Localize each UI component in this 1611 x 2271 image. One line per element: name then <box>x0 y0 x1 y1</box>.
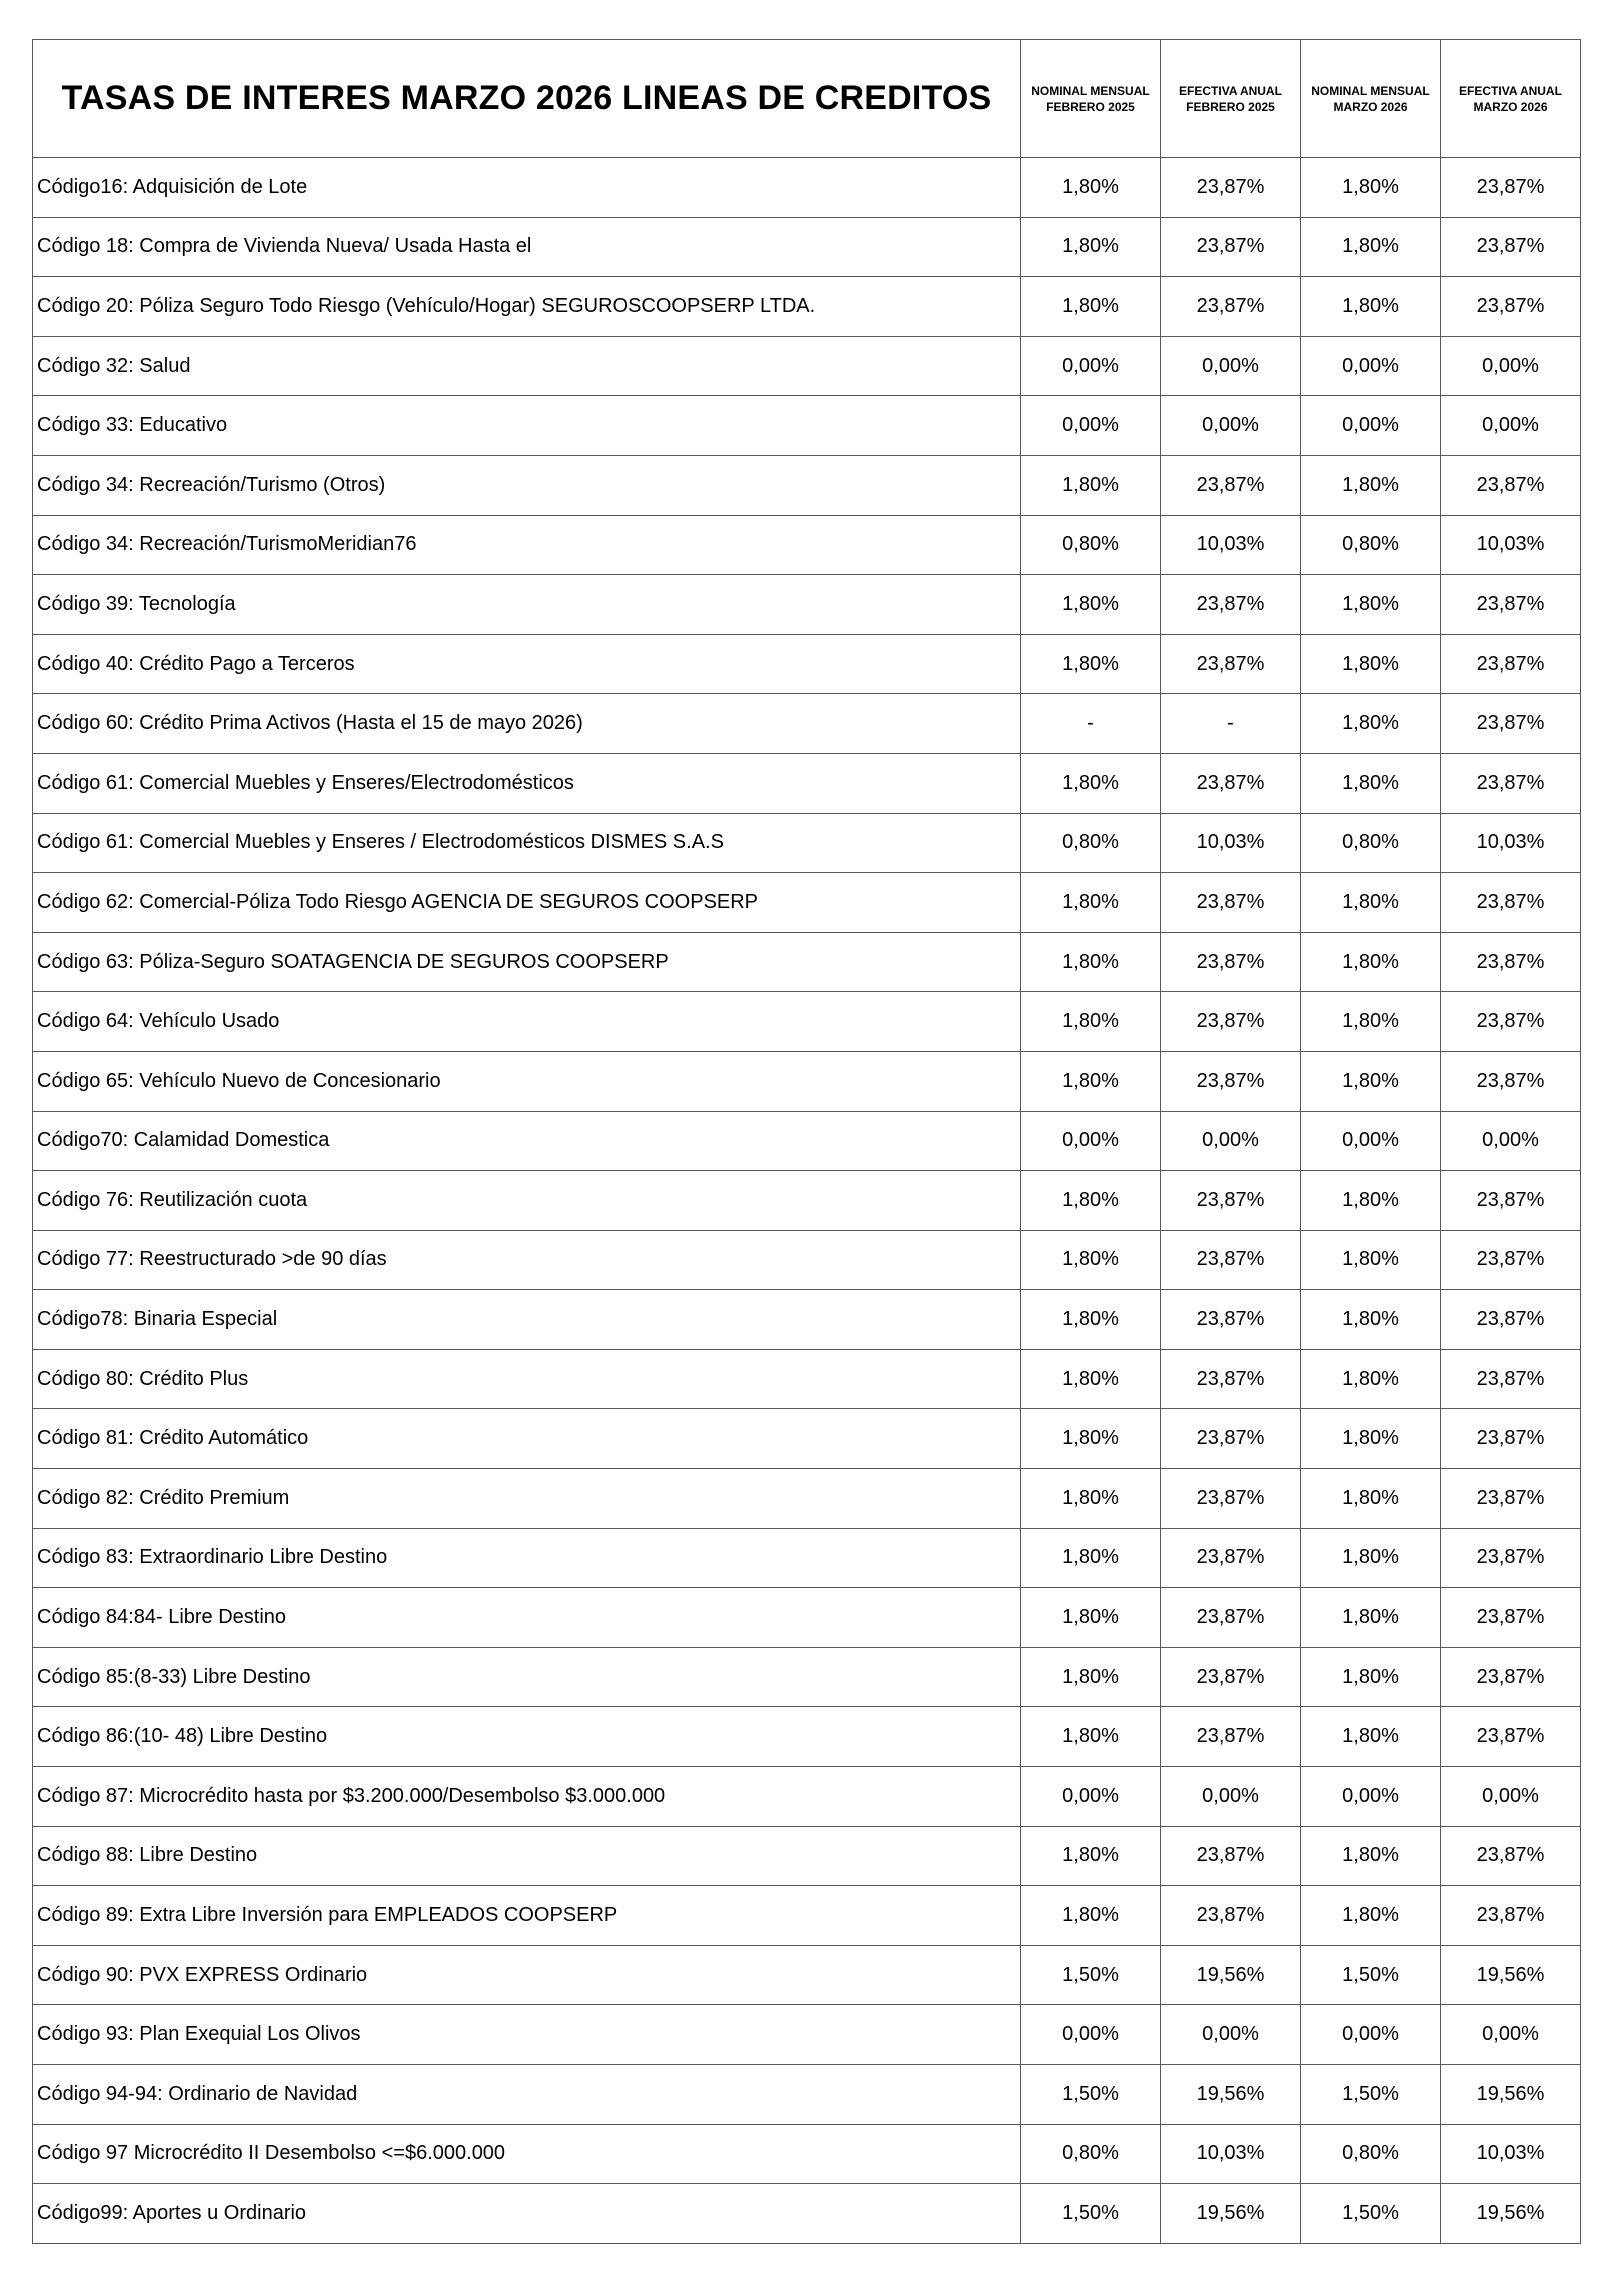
effective-feb-cell: 23,87% <box>1161 1647 1301 1707</box>
effective-mar-cell: 23,87% <box>1441 753 1581 813</box>
effective-mar-cell: 23,87% <box>1441 1230 1581 1290</box>
nominal-feb-cell: 0,80% <box>1021 2124 1161 2184</box>
column-header-line: NOMINAL MENSUAL <box>1311 83 1430 98</box>
credit-line-label: Código99: Aportes u Ordinario <box>33 2184 1021 2244</box>
nominal-feb-cell: 1,80% <box>1021 1290 1161 1350</box>
effective-mar-cell: 10,03% <box>1441 813 1581 873</box>
effective-mar-cell: 23,87% <box>1441 992 1581 1052</box>
nominal-feb-cell: 1,80% <box>1021 158 1161 218</box>
table-row <box>33 575 1581 635</box>
nominal-feb-cell: 1,50% <box>1021 2184 1161 2244</box>
nominal-feb-cell: 1,80% <box>1021 575 1161 635</box>
nominal-mar-cell: 1,80% <box>1301 1469 1441 1529</box>
credit-line-label: Código16: Adquisición de Lote <box>33 158 1021 218</box>
table-row <box>33 1171 1581 1231</box>
effective-mar-cell: 10,03% <box>1441 515 1581 575</box>
nominal-mar-cell: 1,80% <box>1301 1171 1441 1231</box>
effective-feb-cell: 23,87% <box>1161 1707 1301 1767</box>
table-row <box>33 1409 1581 1469</box>
table-row <box>33 277 1581 337</box>
credit-line-label: Código 97 Microcrédito II Desembolso <=$6.000.000 <box>33 2124 1021 2184</box>
table-row <box>33 2184 1581 2244</box>
effective-mar-cell: 23,87% <box>1441 1051 1581 1111</box>
nominal-feb-cell: 1,80% <box>1021 1707 1161 1767</box>
effective-mar-cell: 23,87% <box>1441 1409 1581 1469</box>
nominal-mar-cell: 1,80% <box>1301 932 1441 992</box>
column-header-effective-mar <box>1441 40 1581 158</box>
effective-mar-cell: 19,56% <box>1441 1945 1581 2005</box>
effective-feb-cell: 19,56% <box>1161 2184 1301 2244</box>
effective-mar-cell: 19,56% <box>1441 2065 1581 2125</box>
effective-feb-cell: 23,87% <box>1161 217 1301 277</box>
credit-line-label: Código 90: PVX EXPRESS Ordinario <box>33 1945 1021 2005</box>
effective-mar-cell: 23,87% <box>1441 1290 1581 1350</box>
effective-mar-cell: 23,87% <box>1441 932 1581 992</box>
effective-feb-cell: 19,56% <box>1161 1945 1301 2005</box>
credit-line-label: Código 88: Libre Destino <box>33 1826 1021 1886</box>
nominal-feb-cell: 0,00% <box>1021 1111 1161 1171</box>
effective-mar-cell: 0,00% <box>1441 336 1581 396</box>
effective-feb-cell: 23,87% <box>1161 1349 1301 1409</box>
table-row <box>33 992 1581 1052</box>
effective-feb-cell: 23,87% <box>1161 575 1301 635</box>
effective-mar-cell: 23,87% <box>1441 455 1581 515</box>
credit-line-label: Código 93: Plan Exequial Los Olivos <box>33 2005 1021 2065</box>
table-row <box>33 1111 1581 1171</box>
nominal-feb-cell: 0,00% <box>1021 1767 1161 1827</box>
column-header-nominal-mar <box>1301 40 1441 158</box>
nominal-feb-cell: 1,80% <box>1021 1588 1161 1648</box>
effective-mar-cell: 10,03% <box>1441 2124 1581 2184</box>
credit-line-label: Código 61: Comercial Muebles y Enseres / Electrodomésticos DISMES S.A.S <box>33 813 1021 873</box>
credit-line-label: Código 81: Crédito Automático <box>33 1409 1021 1469</box>
nominal-feb-cell: 1,80% <box>1021 1230 1161 1290</box>
table-row <box>33 1349 1581 1409</box>
effective-feb-cell: - <box>1161 694 1301 754</box>
table-row <box>33 1767 1581 1827</box>
nominal-mar-cell: 1,80% <box>1301 277 1441 337</box>
nominal-mar-cell: 1,50% <box>1301 2065 1441 2125</box>
effective-mar-cell: 23,87% <box>1441 575 1581 635</box>
nominal-mar-cell: 1,80% <box>1301 1588 1441 1648</box>
credit-line-label: Código 60: Crédito Prima Activos (Hasta el 15 de mayo 2026) <box>33 694 1021 754</box>
nominal-mar-cell: 1,80% <box>1301 455 1441 515</box>
column-header-line: EFECTIVA ANUAL <box>1459 83 1562 98</box>
table-row <box>33 1945 1581 2005</box>
effective-feb-cell: 0,00% <box>1161 336 1301 396</box>
credit-line-label: Código 82: Crédito Premium <box>33 1469 1021 1529</box>
effective-feb-cell: 23,87% <box>1161 1230 1301 1290</box>
nominal-mar-cell: 1,50% <box>1301 1945 1441 2005</box>
credit-line-label: Código78: Binaria Especial <box>33 1290 1021 1350</box>
effective-feb-cell: 0,00% <box>1161 1111 1301 1171</box>
nominal-feb-cell: 1,80% <box>1021 1886 1161 1946</box>
nominal-mar-cell: 1,80% <box>1301 1349 1441 1409</box>
nominal-mar-cell: 1,80% <box>1301 873 1441 933</box>
credit-line-label: Código 62: Comercial-Póliza Todo Riesgo AGENCIA DE SEGUROS COOPSERP <box>33 873 1021 933</box>
effective-feb-cell: 23,87% <box>1161 1409 1301 1469</box>
effective-feb-cell: 23,87% <box>1161 455 1301 515</box>
nominal-mar-cell: 1,80% <box>1301 1707 1441 1767</box>
nominal-mar-cell: 1,80% <box>1301 1528 1441 1588</box>
effective-feb-cell: 10,03% <box>1161 515 1301 575</box>
column-header-effective-feb <box>1161 40 1301 158</box>
table-row <box>33 1826 1581 1886</box>
nominal-feb-cell: 1,80% <box>1021 932 1161 992</box>
nominal-feb-cell: 1,80% <box>1021 753 1161 813</box>
nominal-mar-cell: 1,50% <box>1301 2184 1441 2244</box>
credit-line-label: Código 87: Microcrédito hasta por $3.200.000/Desembolso $3.000.000 <box>33 1767 1021 1827</box>
column-header-line: MARZO 2026 <box>1333 99 1408 114</box>
table-row <box>33 1528 1581 1588</box>
nominal-feb-cell: 0,80% <box>1021 813 1161 873</box>
credit-line-label: Código 76: Reutilización cuota <box>33 1171 1021 1231</box>
effective-feb-cell: 0,00% <box>1161 1767 1301 1827</box>
credit-line-label: Código 40: Crédito Pago a Terceros <box>33 634 1021 694</box>
effective-mar-cell: 0,00% <box>1441 1767 1581 1827</box>
effective-feb-cell: 19,56% <box>1161 2065 1301 2125</box>
credit-line-label: Código 65: Vehículo Nuevo de Concesionario <box>33 1051 1021 1111</box>
nominal-feb-cell: 1,80% <box>1021 1647 1161 1707</box>
credit-line-label: Código 80: Crédito Plus <box>33 1349 1021 1409</box>
credit-line-label: Código 34: Recreación/TurismoMeridian76 <box>33 515 1021 575</box>
effective-mar-cell: 23,87% <box>1441 277 1581 337</box>
nominal-mar-cell: 1,80% <box>1301 694 1441 754</box>
nominal-feb-cell: 1,80% <box>1021 1051 1161 1111</box>
effective-mar-cell: 19,56% <box>1441 2184 1581 2244</box>
table-row <box>33 1647 1581 1707</box>
effective-mar-cell: 23,87% <box>1441 1588 1581 1648</box>
effective-mar-cell: 23,87% <box>1441 634 1581 694</box>
nominal-feb-cell: 1,80% <box>1021 1171 1161 1231</box>
nominal-mar-cell: 0,00% <box>1301 1111 1441 1171</box>
nominal-mar-cell: 0,00% <box>1301 2005 1441 2065</box>
nominal-feb-cell: 1,80% <box>1021 1349 1161 1409</box>
table-row <box>33 2005 1581 2065</box>
column-header-line: MARZO 2026 <box>1473 99 1548 114</box>
nominal-mar-cell: 1,80% <box>1301 1826 1441 1886</box>
credit-line-label: Código 61: Comercial Muebles y Enseres/Electrodomésticos <box>33 753 1021 813</box>
effective-mar-cell: 23,87% <box>1441 1171 1581 1231</box>
effective-feb-cell: 23,87% <box>1161 873 1301 933</box>
credit-line-label: Código 34: Recreación/Turismo (Otros) <box>33 455 1021 515</box>
credit-line-label: Código 89: Extra Libre Inversión para EMPLEADOS COOPSERP <box>33 1886 1021 1946</box>
table-header-row <box>33 40 1581 158</box>
effective-feb-cell: 23,87% <box>1161 1290 1301 1350</box>
table-row <box>33 2065 1581 2125</box>
effective-feb-cell: 0,00% <box>1161 2005 1301 2065</box>
effective-feb-cell: 10,03% <box>1161 2124 1301 2184</box>
table-row <box>33 694 1581 754</box>
effective-mar-cell: 23,87% <box>1441 1826 1581 1886</box>
effective-feb-cell: 23,87% <box>1161 1051 1301 1111</box>
nominal-mar-cell: 1,80% <box>1301 1886 1441 1946</box>
nominal-mar-cell: 1,80% <box>1301 217 1441 277</box>
nominal-mar-cell: 1,80% <box>1301 753 1441 813</box>
nominal-mar-cell: 1,80% <box>1301 1409 1441 1469</box>
credit-line-label: Código 83: Extraordinario Libre Destino <box>33 1528 1021 1588</box>
nominal-mar-cell: 0,00% <box>1301 336 1441 396</box>
effective-mar-cell: 23,87% <box>1441 873 1581 933</box>
table-row <box>33 873 1581 933</box>
nominal-feb-cell: 0,00% <box>1021 2005 1161 2065</box>
table-row <box>33 1051 1581 1111</box>
effective-mar-cell: 0,00% <box>1441 1111 1581 1171</box>
nominal-mar-cell: 1,80% <box>1301 634 1441 694</box>
credit-line-label: Código 94-94: Ordinario de Navidad <box>33 2065 1021 2125</box>
nominal-mar-cell: 1,80% <box>1301 1290 1441 1350</box>
nominal-mar-cell: 1,80% <box>1301 1230 1441 1290</box>
nominal-feb-cell: 1,80% <box>1021 217 1161 277</box>
effective-mar-cell: 23,87% <box>1441 1647 1581 1707</box>
nominal-feb-cell: 1,80% <box>1021 634 1161 694</box>
table-row <box>33 158 1581 218</box>
nominal-feb-cell: 1,80% <box>1021 1409 1161 1469</box>
table-row <box>33 1886 1581 1946</box>
credit-line-label: Código 86:(10- 48) Libre Destino <box>33 1707 1021 1767</box>
nominal-feb-cell: 1,80% <box>1021 992 1161 1052</box>
column-header-nominal-feb <box>1021 40 1161 158</box>
table-row <box>33 1588 1581 1648</box>
table-row <box>33 634 1581 694</box>
column-header-line: FEBRERO 2025 <box>1046 99 1135 114</box>
table-row <box>33 813 1581 873</box>
nominal-mar-cell: 0,00% <box>1301 1767 1441 1827</box>
effective-feb-cell: 23,87% <box>1161 1171 1301 1231</box>
nominal-mar-cell: 0,80% <box>1301 2124 1441 2184</box>
table-row <box>33 217 1581 277</box>
effective-feb-cell: 10,03% <box>1161 813 1301 873</box>
effective-feb-cell: 23,87% <box>1161 1886 1301 1946</box>
credit-line-label: Código 84:84- Libre Destino <box>33 1588 1021 1648</box>
effective-feb-cell: 23,87% <box>1161 158 1301 218</box>
nominal-mar-cell: 0,00% <box>1301 396 1441 456</box>
table-row <box>33 515 1581 575</box>
nominal-feb-cell: 1,80% <box>1021 1528 1161 1588</box>
credit-line-label: Código 64: Vehículo Usado <box>33 992 1021 1052</box>
credit-line-label: Código70: Calamidad Domestica <box>33 1111 1021 1171</box>
effective-mar-cell: 23,87% <box>1441 1886 1581 1946</box>
credit-line-label: Código 85:(8-33) Libre Destino <box>33 1647 1021 1707</box>
credit-line-label: Código 18: Compra de Vivienda Nueva/ Usada Hasta el <box>33 217 1021 277</box>
effective-mar-cell: 0,00% <box>1441 396 1581 456</box>
credit-line-label: Código 33: Educativo <box>33 396 1021 456</box>
effective-mar-cell: 23,87% <box>1441 1707 1581 1767</box>
nominal-feb-cell: 1,80% <box>1021 873 1161 933</box>
effective-mar-cell: 23,87% <box>1441 158 1581 218</box>
effective-feb-cell: 23,87% <box>1161 932 1301 992</box>
nominal-mar-cell: 1,80% <box>1301 1051 1441 1111</box>
nominal-feb-cell: - <box>1021 694 1161 754</box>
table-row <box>33 2124 1581 2184</box>
nominal-mar-cell: 1,80% <box>1301 158 1441 218</box>
effective-feb-cell: 0,00% <box>1161 396 1301 456</box>
credit-line-label: Código 39: Tecnología <box>33 575 1021 635</box>
effective-mar-cell: 0,00% <box>1441 2005 1581 2065</box>
table-row <box>33 396 1581 456</box>
column-header-line: NOMINAL MENSUAL <box>1031 83 1150 98</box>
effective-feb-cell: 23,87% <box>1161 634 1301 694</box>
nominal-mar-cell: 1,80% <box>1301 1647 1441 1707</box>
nominal-feb-cell: 1,80% <box>1021 1469 1161 1529</box>
nominal-mar-cell: 0,80% <box>1301 515 1441 575</box>
effective-feb-cell: 23,87% <box>1161 1469 1301 1529</box>
credit-line-label: Código 63: Póliza-Seguro SOATAGENCIA DE SEGUROS COOPSERP <box>33 932 1021 992</box>
effective-feb-cell: 23,87% <box>1161 277 1301 337</box>
table-row <box>33 1230 1581 1290</box>
credit-line-label: Código 32: Salud <box>33 336 1021 396</box>
effective-mar-cell: 23,87% <box>1441 217 1581 277</box>
nominal-feb-cell: 1,80% <box>1021 277 1161 337</box>
table-row <box>33 1469 1581 1529</box>
nominal-mar-cell: 0,80% <box>1301 813 1441 873</box>
nominal-feb-cell: 0,00% <box>1021 336 1161 396</box>
effective-feb-cell: 23,87% <box>1161 753 1301 813</box>
page-title: TASAS DE INTERES MARZO 2026 LINEAS DE CREDITOS <box>33 40 1021 158</box>
nominal-feb-cell: 0,80% <box>1021 515 1161 575</box>
nominal-mar-cell: 1,80% <box>1301 575 1441 635</box>
credit-line-label: Código 20: Póliza Seguro Todo Riesgo (Vehículo/Hogar) SEGUROSCOOPSERP LTDA. <box>33 277 1021 337</box>
effective-feb-cell: 23,87% <box>1161 1826 1301 1886</box>
nominal-mar-cell: 1,80% <box>1301 992 1441 1052</box>
table-row <box>33 336 1581 396</box>
effective-feb-cell: 23,87% <box>1161 992 1301 1052</box>
effective-feb-cell: 23,87% <box>1161 1528 1301 1588</box>
effective-feb-cell: 23,87% <box>1161 1588 1301 1648</box>
nominal-feb-cell: 1,50% <box>1021 2065 1161 2125</box>
table-body <box>33 158 1581 2244</box>
column-header-line: EFECTIVA ANUAL <box>1179 83 1282 98</box>
column-header-line: FEBRERO 2025 <box>1186 99 1275 114</box>
credit-line-label: Código 77: Reestructurado >de 90 días <box>33 1230 1021 1290</box>
interest-rates-table <box>32 39 1581 2244</box>
table-row <box>33 455 1581 515</box>
table-row <box>33 1290 1581 1350</box>
table-row <box>33 932 1581 992</box>
table-row <box>33 1707 1581 1767</box>
nominal-feb-cell: 1,80% <box>1021 455 1161 515</box>
effective-mar-cell: 23,87% <box>1441 1469 1581 1529</box>
table-row <box>33 753 1581 813</box>
nominal-feb-cell: 0,00% <box>1021 396 1161 456</box>
effective-mar-cell: 23,87% <box>1441 694 1581 754</box>
nominal-feb-cell: 1,50% <box>1021 1945 1161 2005</box>
nominal-feb-cell: 1,80% <box>1021 1826 1161 1886</box>
effective-mar-cell: 23,87% <box>1441 1528 1581 1588</box>
effective-mar-cell: 23,87% <box>1441 1349 1581 1409</box>
